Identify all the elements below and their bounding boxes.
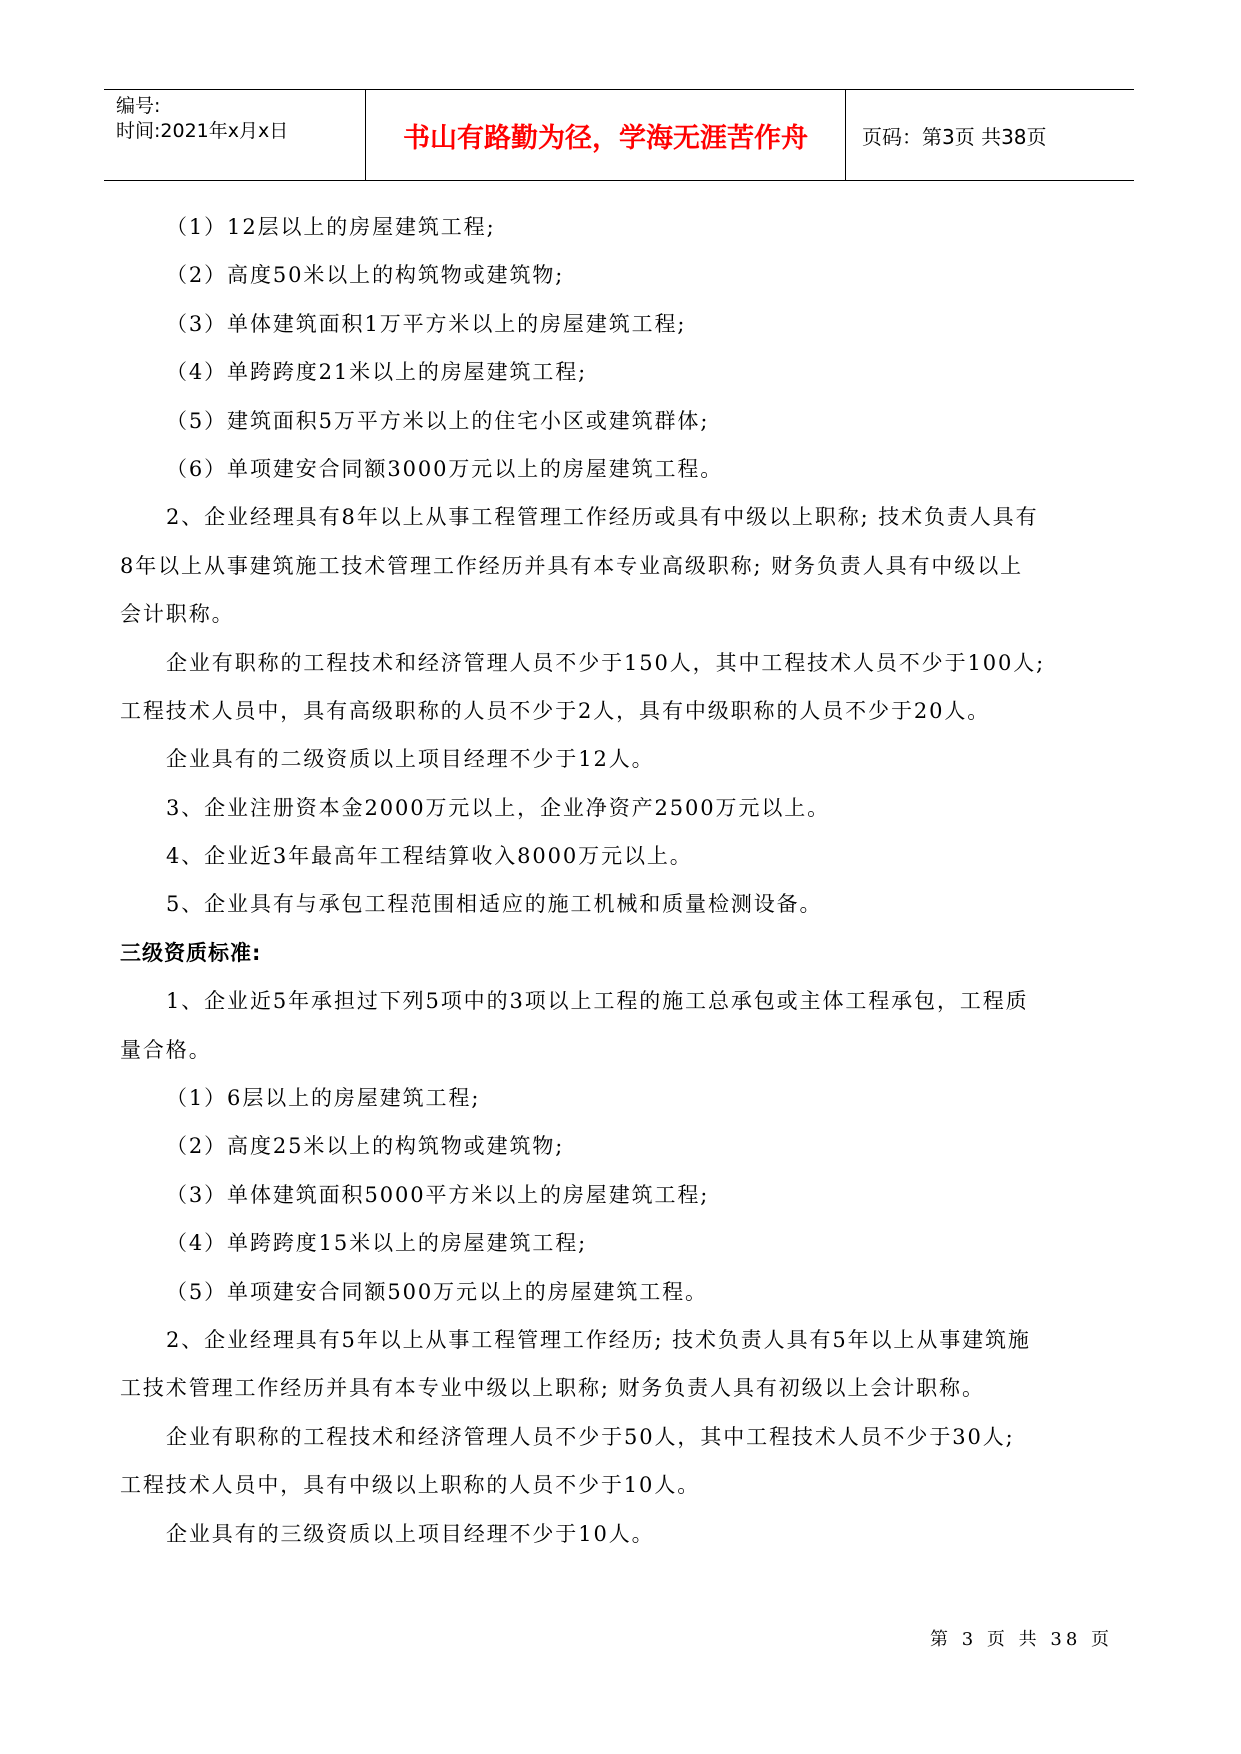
paragraph-line: 5、企业具有与承包工程范围相适应的施工机械和质量检测设备。 — [166, 892, 823, 917]
item-level3-3: （3）单体建筑面积5000平方米以上的房屋建筑工程; — [166, 1182, 710, 1207]
header-meta-cell — [104, 90, 366, 180]
paragraph-line: 工程技术人员中，具有高级职称的人员不少于2人，具有中级职称的人员不少于20人。 — [120, 698, 991, 723]
header-page-info: 页码：第3页 共38页 — [862, 124, 1047, 149]
document-body — [120, 203, 1120, 1558]
paragraph-line: 企业有职称的工程技术和经济管理人员不少于150人，其中工程技术人员不少于100人; — [166, 650, 1046, 675]
paragraph-line: 1、企业近5年承担过下列5项中的3项以上工程的施工总承包或主体工程承包，工程质 — [166, 989, 1029, 1014]
paragraph-line: 会计职称。 — [120, 602, 235, 627]
paragraph-line: 8年以上从事建筑施工技术管理工作经历并具有本专业高级职称; 财务负责人具有中级以上 — [120, 553, 1024, 578]
paragraph-line: 企业具有的三级资质以上项目经理不少于10人。 — [166, 1521, 655, 1546]
paragraph-line: 2、企业经理具有8年以上从事工程管理工作经历或具有中级以上职称; 技术负责人具有 — [166, 505, 1039, 530]
item-level2-2: （2）高度50米以上的构筑物或建筑物; — [166, 263, 565, 288]
paragraph-line: 工程技术人员中，具有中级以上职称的人员不少于10人。 — [120, 1473, 701, 1498]
item-level3-2: （2）高度25米以上的构筑物或建筑物; — [166, 1134, 565, 1159]
item-level2-3: （3）单体建筑面积1万平方米以上的房屋建筑工程; — [166, 311, 687, 336]
paragraph-line: 2、企业经理具有5年以上从事工程管理工作经历; 技术负责人具有5年以上从事建筑施 — [166, 1327, 1031, 1352]
item-level2-6: （6）单项建安合同额3000万元以上的房屋建筑工程。 — [166, 456, 724, 481]
item-level3-1: （1）6层以上的房屋建筑工程; — [166, 1086, 481, 1111]
item-level3-4: （4）单跨跨度15米以上的房屋建筑工程; — [166, 1231, 588, 1256]
document-time-label: 时间:2021年x月x日 — [116, 120, 289, 142]
paragraph-line: 3、企业注册资本金2000万元以上，企业净资产2500万元以上。 — [166, 795, 831, 820]
paragraph-line: 4、企业近3年最高年工程结算收入8000万元以上。 — [166, 844, 693, 869]
document-header — [104, 89, 1134, 181]
header-motto: 书山有路勤为径，学海无涯苦作舟 — [366, 90, 846, 180]
item-level2-4: （4）单跨跨度21米以上的房屋建筑工程; — [166, 360, 588, 385]
page-footer: 第 3 页 共 38 页 — [930, 1629, 1113, 1650]
item-level3-5: （5）单项建安合同额500万元以上的房屋建筑工程。 — [166, 1279, 708, 1304]
document-number-label: 编号: — [116, 95, 161, 117]
item-level2-1: （1）12层以上的房屋建筑工程; — [166, 215, 496, 239]
section-heading-level3: 三级资质标准: — [120, 940, 262, 965]
paragraph-line: 量合格。 — [120, 1037, 212, 1062]
paragraph-line: 工技术管理工作经历并具有本专业中级以上职称; 财务负责人具有初级以上会计职称。 — [120, 1376, 985, 1401]
paragraph-line: 企业具有的二级资质以上项目经理不少于12人。 — [166, 747, 655, 772]
paragraph-line: 企业有职称的工程技术和经济管理人员不少于50人，其中工程技术人员不少于30人; — [166, 1424, 1015, 1449]
item-level2-5: （5）建筑面积5万平方米以上的住宅小区或建筑群体; — [166, 408, 710, 433]
